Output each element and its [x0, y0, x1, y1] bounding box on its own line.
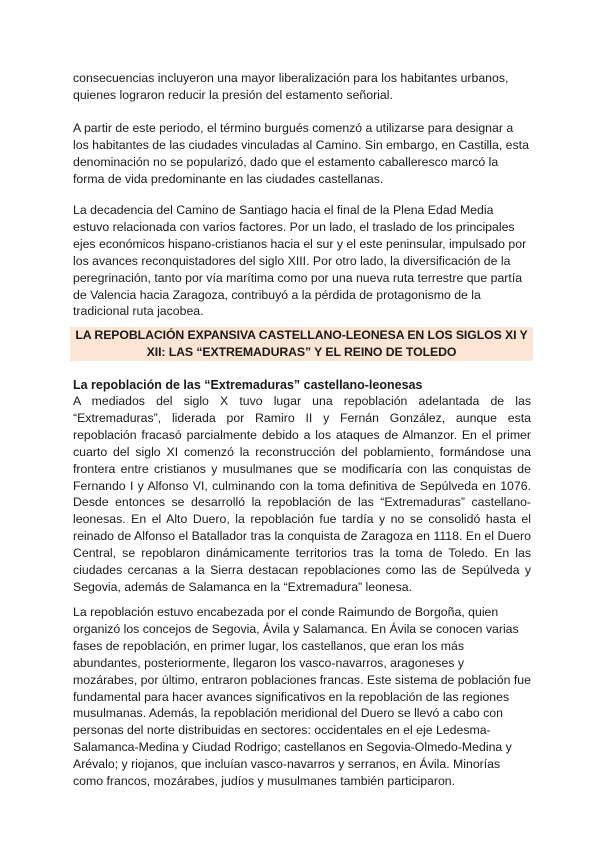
section-heading: LA REPOBLACIÓN EXPANSIVA CASTELLANO-LEONESA EN LOS SIGLOS XI Y XII: LAS “EXTREMADURAS” Y EL REINO DE TOLEDO [70, 327, 533, 361]
subheading: La repoblación de las “Extremaduras” castellano-leonesas [73, 378, 423, 392]
paragraph-urban-liberalization: consecuencias incluyeron una mayor liberalización para los habitantes urbanos, quienes lograron reducir la presión del estamento señorial. [73, 71, 509, 102]
paragraph-raimundo-borgona: La repoblación estuvo encabezada por el conde Raimundo de Borgoña, quien organizó los concejos de Segovia, Ávila y Salamanca. En Ávila se conocen varias fases de repoblación, en primer lugar, los castellanos, que eran los más abundantes, posteriormente, llegaron los vasco-navarros, aragoneses y mozárabes, por último, entraron poblaciones francas. Este sistema de población fue fundamental para hacer avances significativos en la repoblación de las regiones musulmanas. Además, la repoblación meridional del Duero se llevó a cabo con personas del norte distribuidas en sectores: occidentales en el eje Ledesma-Salamanca-Medina y Ciudad Rodrigo; castellanos en Segovia-Olmedo-Medina y Arévalo; y riojanos, que incluían vasco-navarros y serranos, en Ávila. Minorías como francos, mozárabes, judíos y musulmanes también participaron. [73, 605, 531, 789]
paragraph-burgues-term: A partir de este periodo, el término burgués comenzó a utilizarse para designar a los habitantes de las ciudades vinculadas al Camino. Sin embargo, en Castilla, esta denominación no se popularizó, dado que el estamento caballeresco marcó la forma de vida predominante en las ciudades castellanas. [73, 121, 529, 186]
paragraph-extremaduras: A mediados del siglo X tuvo lugar una repoblación adelantada de las “Extremaduras”, liderada por Ramiro II y Fernán González, aunque esta repoblación fracasó parcialmente debido a los ataques de Almanzor. En el primer cuarto del siglo XI comenzó la reconstrucción del poblamiento, formándose una frontera entre cristianos y musulmanes que se modificaría con las conquistas de Fernando I y Alfonso VI, culminando con la toma definitiva de Sepúlveda en 1076. Desde entonces se desarrolló la repoblación de las “Extremaduras” castellano-leonesas. En el Alto Duero, la repoblación fue tardía y no se consolidó hasta el reinado de Alfonso el Batallador tras la conquista de Zaragoza en 1118. En el Duero Central, se repoblaron dinámicamente territorios tras la toma de Toledo. En las ciudades cercanas a la Sierra destacan repoblaciones como las de Sepúlveda y Segovia, además de Salamanca en la “Extremadura” leonesa. [73, 394, 531, 594]
paragraph-camino-decline: La decadencia del Camino de Santiago hacia el final de la Plena Edad Media estuvo relacionada con varios factores. Por un lado, el traslado de los principales ejes económicos hispano-cristianos hacia el sur y el este peninsular, impulsado por los avances reconquistadores del siglo XIII. Por otro lado, la diversificación de la peregrinación, tanto por vía marítima como por una nueva ruta terrestre que partía de Valencia hacia Zaragoza, contribuyó a la pérdida de protagonismo de la tradicional ruta jacobea. [73, 203, 527, 319]
